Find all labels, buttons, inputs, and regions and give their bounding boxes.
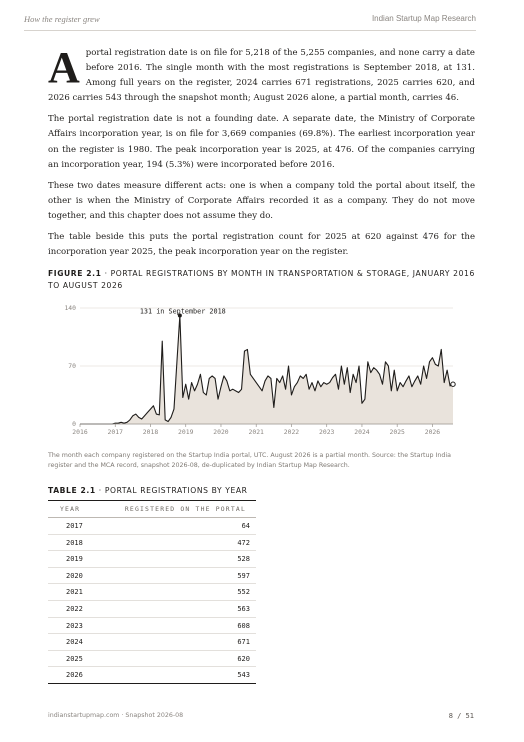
figure-caption: The month each company registered on the Startup India portal, UTC. August 2026 is a partial month. Source: the Startup India register and the MCA record, snapshot 2026-08, de-duplicated by Indian Startup Map Research. xyxy=(48,452,451,469)
table-row xyxy=(48,601,256,618)
row-count: 597 xyxy=(237,571,250,580)
row-count: 543 xyxy=(237,671,250,680)
paragraph-3: These two dates measure different acts: one is when a company told the portal about itself, the other is when the Ministry of Corporate Affairs recorded it as a company. They do not move together, and this chapter does not assume they do. xyxy=(48,180,475,221)
body-text xyxy=(48,43,475,266)
latest-point xyxy=(451,382,455,386)
row-count: 528 xyxy=(237,555,250,564)
drop-cap: A xyxy=(48,43,80,92)
table-row xyxy=(48,518,256,535)
table-row xyxy=(48,568,256,585)
table-number: TABLE 2.1 xyxy=(48,486,96,495)
table-row xyxy=(48,551,256,568)
peak-annotation: 131 in September 2018 xyxy=(139,307,226,316)
figure-title xyxy=(48,268,475,292)
column-header-year: YEAR xyxy=(60,505,81,513)
x-tick-label: 2026 xyxy=(424,428,441,436)
paragraph-4: The table beside this puts the portal registration count for 2025 at 620 against 476 for the incorporation year 2025, the peak incorporation year on the register. xyxy=(48,232,475,258)
x-tick-label: 2020 xyxy=(213,428,229,436)
chapter-title: How the register grew xyxy=(24,14,100,24)
row-count: 472 xyxy=(237,538,250,547)
x-tick-label: 2025 xyxy=(389,428,405,436)
x-tick-label: 2024 xyxy=(354,428,370,436)
table-row xyxy=(48,667,256,684)
table-title-text: · PORTAL REGISTRATIONS BY YEAR xyxy=(98,486,248,495)
y-tick-label: 70 xyxy=(68,362,76,371)
x-tick-label: 2016 xyxy=(72,428,88,436)
row-count: 671 xyxy=(237,638,250,647)
footer-source: indianstartupmap.com · Snapshot 2026-08 xyxy=(48,712,184,719)
table-row xyxy=(48,618,256,635)
series-area xyxy=(80,315,453,424)
table-header xyxy=(48,500,256,518)
registrations-area-chart xyxy=(48,300,475,440)
x-tick-label: 2017 xyxy=(107,428,123,436)
row-count: 552 xyxy=(237,588,250,597)
paragraph-2: The portal registration date is not a founding date. A separate date, the Ministry of Corporate Affairs incorporation year, is on file for 3,669 companies (69.8%). The earliest incorporation year on the register is 1980. The peak incorporation year is 2025, at 476. Of the companies carrying an incorporation year, 194 (5.3%) were incorporated before 2016. xyxy=(48,114,475,170)
x-tick-label: 2021 xyxy=(248,428,264,436)
row-year: 2020 xyxy=(66,571,83,580)
row-year: 2022 xyxy=(66,604,83,613)
y-tick-label: 140 xyxy=(64,304,76,313)
publication-name: Indian Startup Map Research xyxy=(371,14,476,23)
figure-number: FIGURE 2.1 xyxy=(48,269,102,278)
x-tick-label: 2018 xyxy=(142,428,159,436)
header-rule xyxy=(24,30,476,31)
x-tick-label: 2019 xyxy=(178,428,194,436)
row-year: 2025 xyxy=(66,654,83,663)
paragraph-1 xyxy=(48,43,475,106)
column-header-registered: REGISTERED ON THE PORTAL xyxy=(124,505,246,513)
row-count: 620 xyxy=(237,654,250,663)
table-row xyxy=(48,651,256,668)
row-year: 2023 xyxy=(66,621,83,630)
row-count: 563 xyxy=(237,604,250,613)
page-number: 8 / 51 xyxy=(448,712,474,720)
table-row xyxy=(48,634,256,651)
table-title xyxy=(48,486,248,495)
row-year: 2019 xyxy=(66,555,83,564)
row-count: 64 xyxy=(241,522,250,530)
running-head xyxy=(24,14,476,28)
paragraph-1-text: portal registration date is on file for 5,218 of the 5,255 companies, and none carry a date before 2016. The single month with the most registrations is September 2018, at 131. Among full years on the register, 2024 carries 671 registrations, 2025 carries 620, and 2026 carries 543 through the snapshot month; August 2026 alone, a partial month, carries 46. xyxy=(48,48,475,104)
page-footer xyxy=(48,712,474,724)
row-year: 2021 xyxy=(66,588,83,597)
table-row xyxy=(48,535,256,552)
x-tick-label: 2022 xyxy=(283,428,300,436)
row-year: 2026 xyxy=(66,671,83,680)
x-tick-label: 2023 xyxy=(319,428,335,436)
row-year: 2018 xyxy=(66,538,83,547)
row-year: 2024 xyxy=(66,638,83,647)
row-year: 2017 xyxy=(66,522,83,530)
figure-title-text: · PORTAL REGISTRATIONS BY MONTH IN TRANSPORTATION & STORAGE, JANUARY 2016 TO AUGUST 2026 xyxy=(48,269,475,290)
registrations-table xyxy=(48,500,256,684)
y-tick-label: 0 xyxy=(72,420,76,429)
row-count: 608 xyxy=(237,621,250,630)
table-row xyxy=(48,584,256,601)
